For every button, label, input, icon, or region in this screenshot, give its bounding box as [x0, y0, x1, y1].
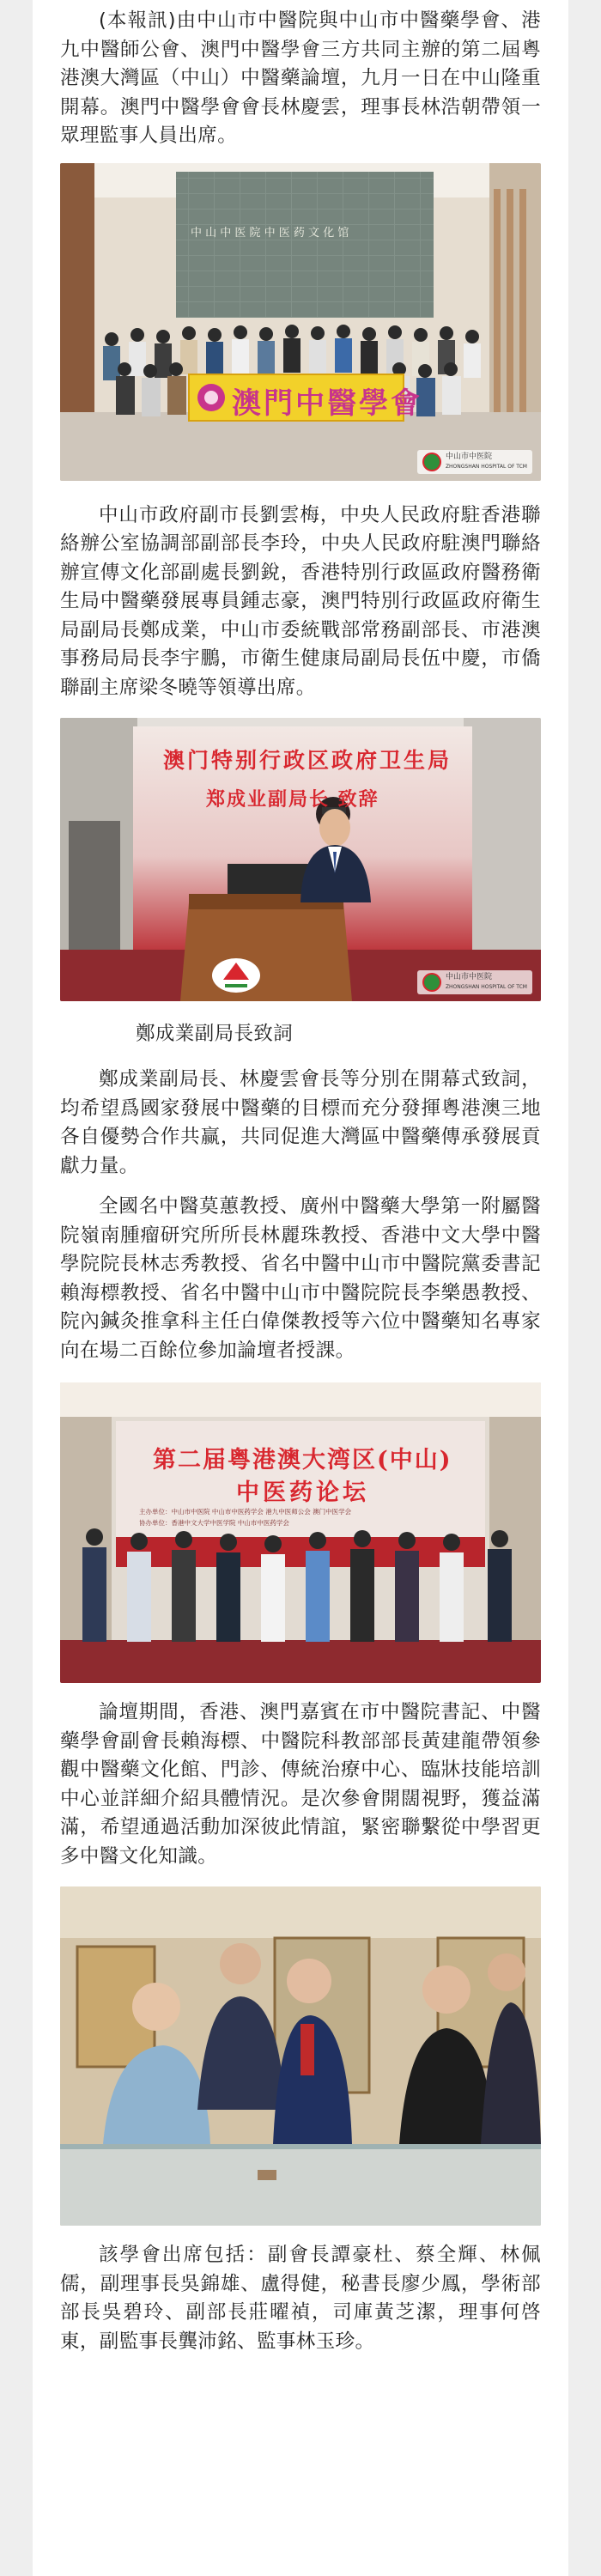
paragraph-opening-speech: 鄭成業副局長、林慶雲會長等分別在開幕式致詞，均希望爲國家發展中醫藥的目標而充分發揮粵港澳三地各自優勢合作共赢，共同促進大灣區中醫藥傳承發展貢獻力量。 — [60, 1068, 541, 1177]
watermark-line2: ZHONGSHAN HOSPITAL OF TCM — [445, 463, 527, 470]
speech-screen-subtitle: 郑成业副局长 致辞 — [206, 788, 379, 811]
forum-screen-cohosts: 协办单位：香港中文大学中医学院 中山市中医药学会 — [139, 1519, 289, 1527]
paragraph-attendees: 該學會出席包括：副會長譚豪杜、蔡全輝、林佩儒，副理事長吳錦雄、盧得健，秘書長廖少鳳，學術部部長吳碧玲、副部長莊曜禎，司庫黃芝潔，理事何啓東，副監事長龔沛銘、監事林玉珍。 — [60, 2244, 541, 2353]
speech-screen-title: 澳门特别行政区政府卫生局 — [163, 748, 452, 773]
hospital-logo-icon — [422, 973, 441, 992]
group-photo-wall-text: 中 山 中 医 院 中 医 药 文 化 馆 — [191, 226, 349, 240]
speech-photo-watermark — [417, 970, 532, 994]
forum-screen-title: 第二届粤港澳大湾区(中山) — [153, 1447, 452, 1473]
group-photo — [60, 163, 541, 481]
forum-stage-photo — [60, 1382, 541, 1683]
group-photo-image — [60, 163, 541, 481]
exhibit-visit-image — [60, 1886, 541, 2226]
paragraph-intro: (本報訊)由中山市中醫院與中山市中醫藥學會、港九中醫師公會、澳門中醫學會三方共同主辦的第二屆粵港澳大灣區（中山）中醫藥論壇，九月一日在中山隆重開幕。澳門中醫學會會長林慶雲，理事長林浩朝帶領一眾理監事人員出席。 — [60, 9, 541, 147]
watermark-line1: 中山市中医院 — [445, 452, 492, 461]
group-photo-banner-text: 澳門中醫學會 — [232, 386, 422, 421]
watermark-line1: 中山市中医院 — [445, 973, 492, 981]
exhibit-visit-photo — [60, 1886, 541, 2226]
forum-screen-hosts: 主办单位：中山市中医院 中山市中医药学会 港九中医师公会 澳门中医学会 — [139, 1508, 352, 1516]
watermark-line2: ZHONGSHAN HOSPITAL OF TCM — [445, 984, 527, 990]
paragraph-officials: 中山市政府副市長劉雲梅，中央人民政府駐香港聯絡辦公室協調部副部長李玲，中央人民政府駐澳門聯絡辦宣傳文化部副處長劉銳，香港特別行政區政府醫務衛生局中醫藥發展專員鍾志豪，澳門特別行政區政府衛生局副局長鄭成業，中山市委統戰部常務副部長、市港澳事務局局長李宇鵬，市衛生健康局副局長伍中慶，市僑聯副主席梁冬曉等領導出席。 — [60, 503, 541, 699]
forum-stage-image — [60, 1382, 541, 1683]
article-page — [33, 0, 568, 2576]
paragraph-visit: 論壇期間，香港、澳門嘉賓在市中醫院書記、中醫藥學會副會長賴海標、中醫院科教部部長黃建龍帶領參觀中醫藥文化館、門診、傳統治療中心、臨牀技能培訓中心並詳細介紹具體情況。是次參會開闊視野，獲益滿滿，希望通過活動加深彼此情誼，緊密聯繫從中學習更多中醫文化知識。 — [60, 1701, 541, 1868]
group-photo-watermark — [417, 450, 532, 474]
paragraph-experts: 全國名中醫莫蕙教授、廣州中醫藥大學第一附屬醫院嶺南腫瘤研究所所長林麗珠教授、香港中文大學中醫學院院長林志秀教授、省名中醫中山市中醫院黨委書記賴海標教授、省名中醫中山市中醫院院長李樂愚教授、院內鍼灸推拿科主任白偉傑教授等六位中醫藥知名專家向在場二百餘位參加論壇者授課。 — [60, 1195, 541, 1362]
speech-photo-caption: 鄭成業副局長致詞 — [136, 1023, 294, 1045]
forum-screen-subtitle: 中医药论坛 — [236, 1479, 369, 1506]
hospital-logo-icon — [422, 453, 441, 471]
speech-photo — [60, 718, 541, 1001]
